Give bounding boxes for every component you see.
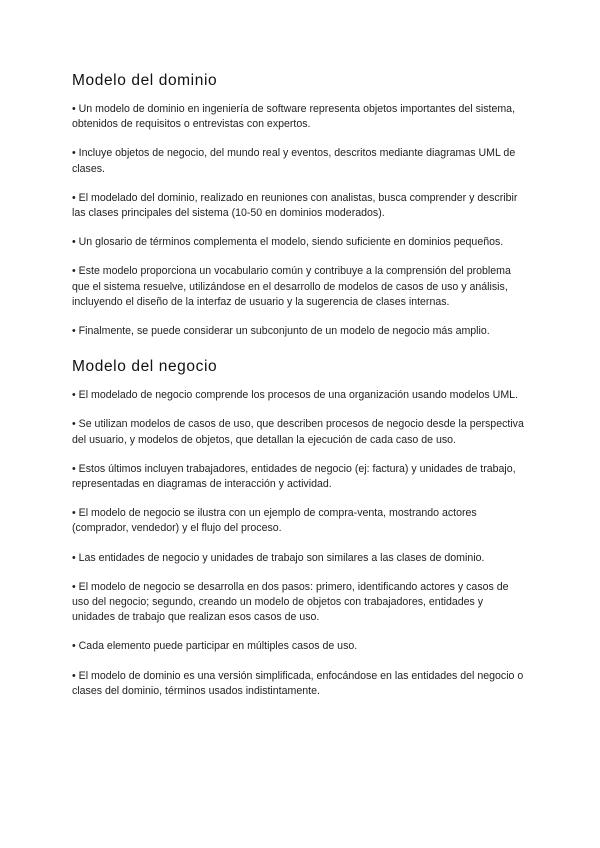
paragraph: • Un modelo de dominio en ingeniería de software representa objetos importantes del sistema, obtenidos de requisitos o entrevistas con expertos.	[72, 103, 516, 131]
paragraph: • Estos últimos incluyen trabajadores, entidades de negocio (ej: factura) y unidades de trabajo, representadas en diagramas de interacción y actividad.	[72, 462, 516, 491]
paragraph: • El modelado del dominio, realizado en reuniones con analistas, busca comprender y describir las clases principales del sistema (10-50 en dominios moderados).	[72, 191, 518, 220]
paragraph: • El modelo de negocio se ilustra con un ejemplo de compra-venta, mostrando actores (comprador, vendedor) y el flujo del proceso.	[72, 507, 477, 535]
paragraph: • Cada elemento puede participar en múltiples casos de uso.	[72, 640, 358, 653]
paragraph: • Se utilizan modelos de casos de uso, que describen procesos de negocio desde la perspectiva del usuario, y modelos de objetos, que detallan la ejecución de cada caso de uso.	[72, 418, 524, 446]
paragraph: • El modelo de dominio es una versión simplificada, enfocándose en las entidades del negocio o clases del dominio, términos usados indistintamente.	[72, 669, 524, 697]
paragraph: • El modelo de negocio se desarrolla en dos pasos: primero, identificando actores y casos de uso del negocio; segundo, creando un modelo de objetos con trabajadores, entidades y unidades de trabajo que realizan esos casos de uso.	[72, 580, 509, 624]
paragraph: • Incluye objetos de negocio, del mundo real y eventos, descritos mediante diagramas UML de clases.	[72, 147, 516, 175]
section-title-modelo-negocio: Modelo del negocio	[72, 358, 218, 376]
document-page	[72, 60, 528, 699]
paragraph: • El modelado de negocio comprende los procesos de una organización usando modelos UML.	[72, 389, 518, 402]
paragraph: • Finalmente, se puede considerar un subconjunto de un modelo de negocio más amplio.	[72, 325, 490, 338]
paragraph: • Un glosario de términos complementa el modelo, siendo suficiente en dominios pequeños.	[72, 236, 504, 249]
paragraph: • Este modelo proporciona un vocabulario común y contribuye a la comprensión del problema que el sistema resuelve, utilizándose en el desarrollo de modelos de casos de uso y análisis, incluyendo el diseño de la interfaz de usuario y la sugerencia de clases internas.	[72, 265, 511, 308]
paragraph: • Las entidades de negocio y unidades de trabajo son similares a las clases de dominio.	[72, 551, 485, 564]
section-title-modelo-dominio: Modelo del dominio	[72, 72, 218, 89]
